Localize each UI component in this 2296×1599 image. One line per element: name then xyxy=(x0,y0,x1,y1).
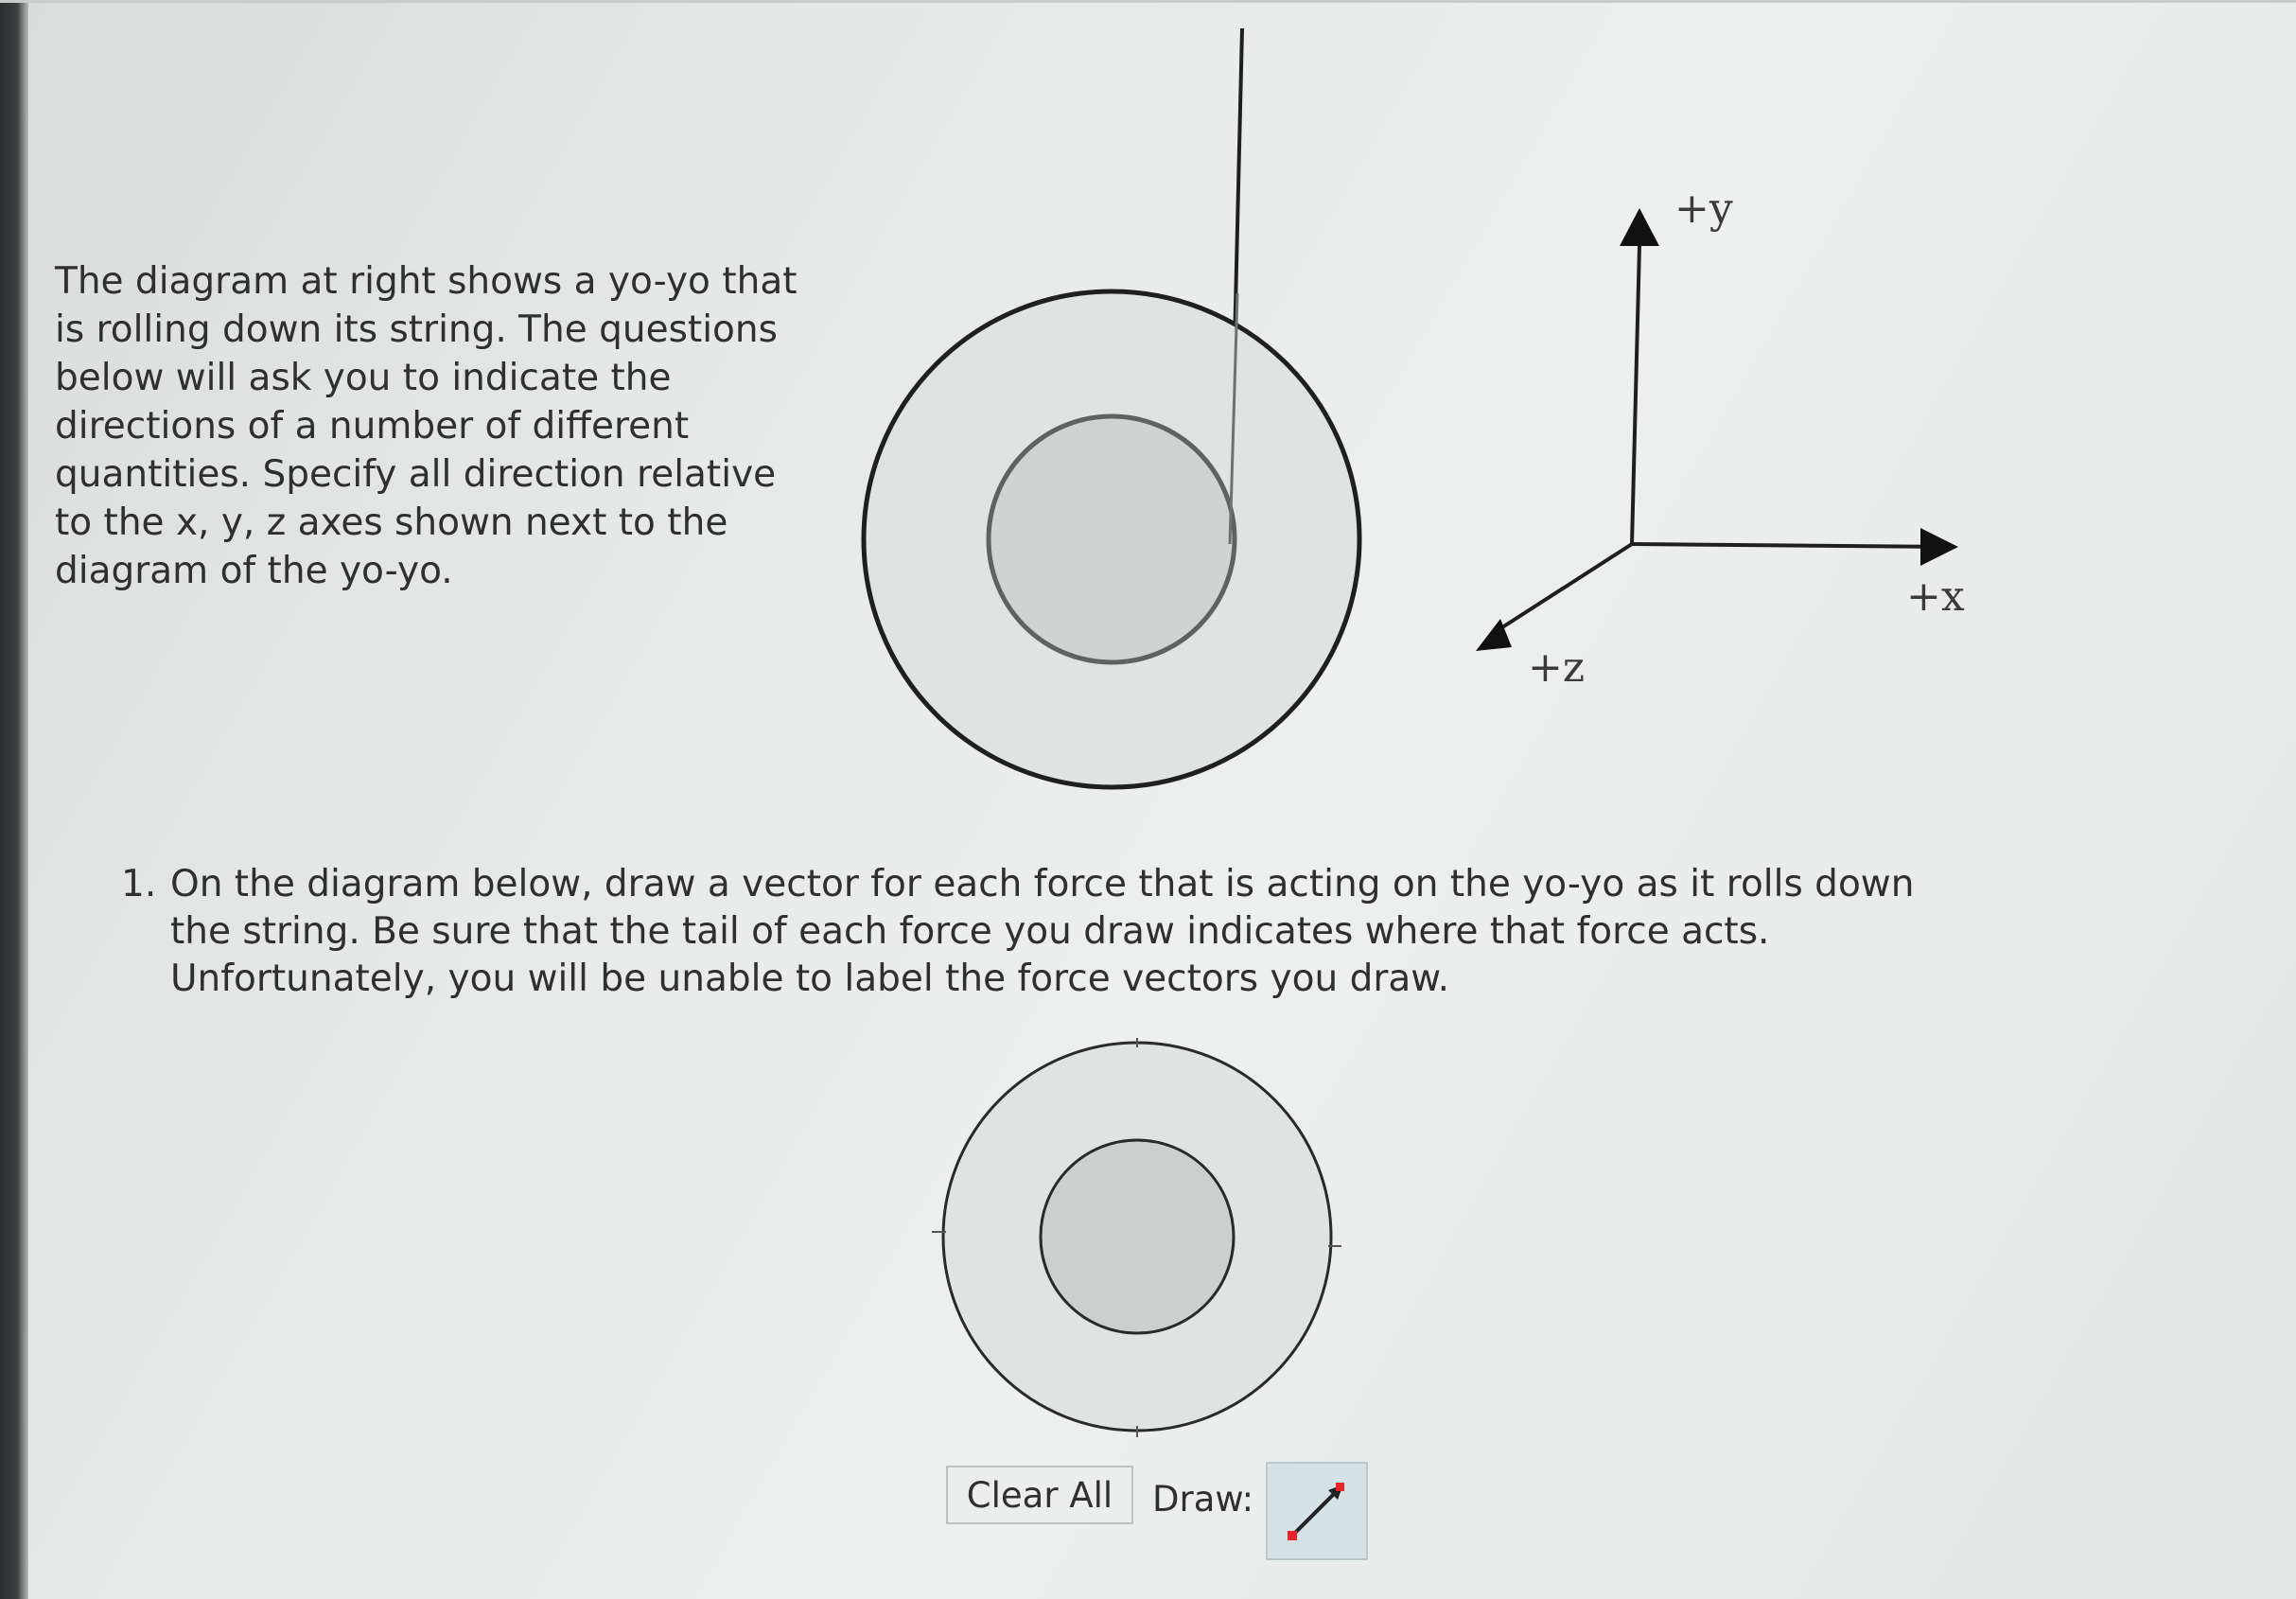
draw-label: Draw: xyxy=(1152,1479,1254,1520)
z-axis xyxy=(1499,544,1632,629)
intro-paragraph: The diagram at right shows a yo-yo that is rolling down its string. The questions below will ask you to indicate the directions of a number of different quantities. Specify all direction relative to the x, y, z axes shown next to the diagram of the yo-yo. xyxy=(55,260,797,592)
question-number: 1. xyxy=(121,863,157,905)
screen-bezel xyxy=(0,0,28,1599)
question-text: On the diagram below, draw a vector for each force that is acting on the yo-yo as it rolls down the string. Be sure that the tail of each force you draw indicates where that force acts. Unfortunately, you will be unable to label the force vectors you draw. xyxy=(170,863,1915,1000)
y-arrowhead xyxy=(1620,208,1659,246)
drawing-canvas[interactable] xyxy=(918,1036,1362,1443)
z-axis-label: +z xyxy=(1528,643,1586,692)
x-axis xyxy=(1632,544,1944,547)
x-axis-label: +x xyxy=(1906,572,1965,621)
yoyo-axle xyxy=(989,416,1235,662)
drawing-toolbar xyxy=(946,1462,1381,1566)
y-axis xyxy=(1632,246,1639,544)
canvas-inner-disk xyxy=(1041,1140,1234,1333)
vector-arrow-icon xyxy=(1279,1473,1355,1549)
vector-tool-button[interactable] xyxy=(1266,1462,1368,1560)
x-arrowhead xyxy=(1920,528,1958,566)
yoyo-diagram xyxy=(833,19,1987,804)
page-top-border xyxy=(0,0,2296,3)
coordinate-axes xyxy=(1476,184,1965,692)
clear-all-button[interactable]: Clear All xyxy=(946,1466,1133,1524)
y-axis-label: +y xyxy=(1674,184,1733,233)
